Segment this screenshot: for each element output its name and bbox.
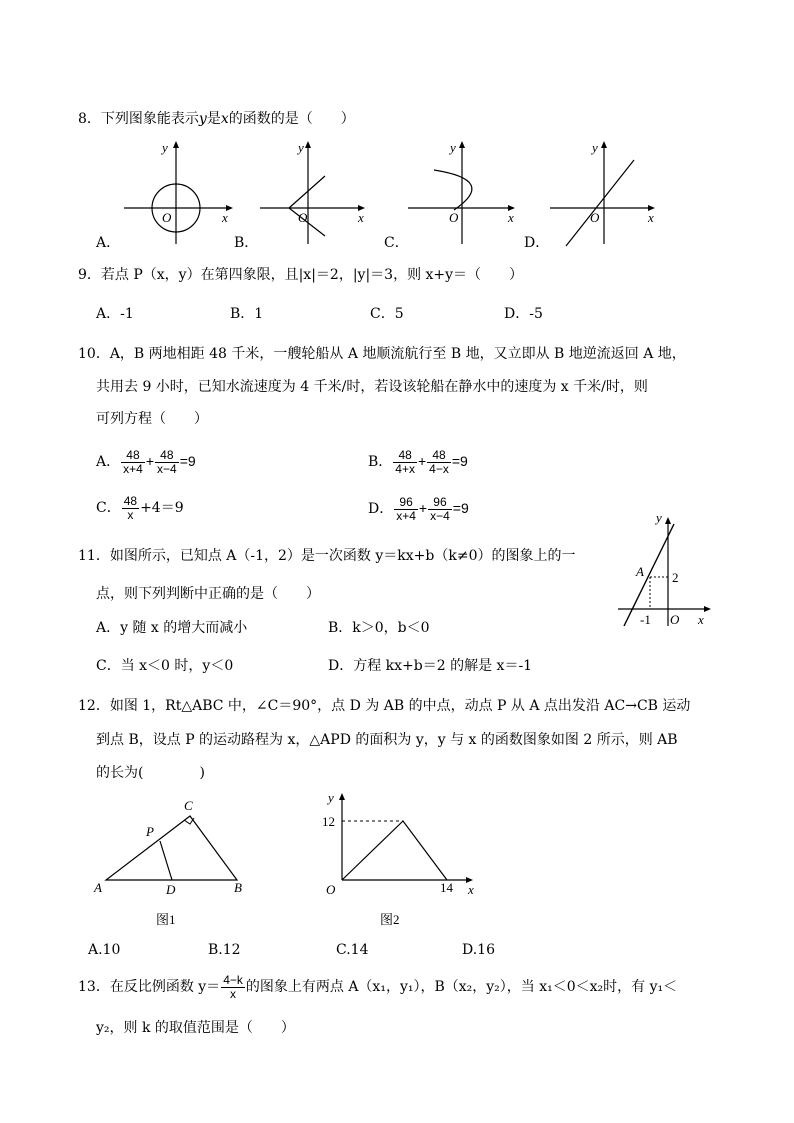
- q12-line-3: 的长为( ): [96, 765, 205, 781]
- q12-vertex-b: B: [234, 880, 242, 895]
- q10-line-2: 共用去 9 小时，已知水流速度为 4 千米/时，若设该轮船在静水中的速度为 x 千米/时，则: [96, 379, 648, 395]
- q12-fig2-x-label: x: [468, 882, 474, 897]
- q8c-y-label: y: [450, 140, 456, 155]
- q9-option-b: B．1: [230, 306, 264, 322]
- q11-option-d: D．方程 kx+b＝2 的解是 x＝-1: [328, 658, 533, 674]
- q12-figure-1: [92, 798, 262, 928]
- q9-option-c: C．5: [370, 306, 404, 322]
- q8-option-a: A．: [96, 235, 121, 251]
- q12-caption-2: 图2: [380, 912, 400, 927]
- q11-x-label: x: [698, 612, 704, 627]
- q12-option-b: B.12: [208, 942, 241, 958]
- q11-line-1: 11．如图所示，已知点 A（-1，2）是一次函数 y＝kx+b（k≠0）的图象上的一: [78, 548, 576, 564]
- q12-caption-1: 图1: [156, 912, 176, 927]
- q8b-y-label: y: [298, 140, 304, 155]
- q8-graph-b: [258, 140, 378, 250]
- q8-stem: 8．下列图象能表示y是x的函数的是（ ）: [78, 111, 355, 127]
- q9-option-a: A．-1: [96, 306, 134, 322]
- q11-tick-neg1: -1: [640, 612, 651, 627]
- q10-option-c: C． $\frac{48}{x}$ +4＝9: [96, 493, 184, 522]
- q8a-x-label: x: [222, 210, 228, 225]
- q9-option-d: D．-5: [504, 306, 543, 322]
- q12-fig2-tick-12: 12: [322, 814, 335, 829]
- q10-option-d: D． $\frac{96}{x+4}$ + $\frac{96}{x-4}$ =9: [368, 494, 469, 523]
- q12-line-1: 12．如图 1，Rt△ABC 中，∠C＝90°，点 D 为 AB 的中点，动点 P 从 A 点出发沿 AC→CB 运动: [78, 698, 691, 714]
- q12-figure-2: [316, 790, 486, 927]
- q11-option-c: C．当 x＜0 时，y＜0: [96, 658, 234, 674]
- q8a-origin: O: [162, 210, 172, 225]
- q8c-origin: O: [449, 210, 459, 225]
- q8d-y-label: y: [592, 140, 598, 155]
- q13-line-2: y₂，则 k 的取值范围是（ ）: [96, 1020, 295, 1036]
- q12-line-2: 到点 B，设点 P 的运动路程为 x，△APD 的面积为 y，y 与 x 的函数图象如图 2 所示，则 AB: [96, 732, 678, 748]
- q12-fig2-tick-14: 14: [440, 880, 453, 895]
- q11-line-2: 点，则下列判断中正确的是（ ）: [96, 586, 320, 602]
- q11-option-a: A．y 随 x 的增大而减小: [96, 620, 248, 636]
- q8-graph-c: [406, 140, 526, 250]
- q8a-y-label: y: [162, 140, 168, 155]
- q12-point-p: P: [146, 824, 154, 839]
- q11-figure: [612, 510, 712, 630]
- q13-line-1: 13．在反比例函数 y＝ $\frac{4-k}{x}$ 的图象上有两点 A（x₁，y₁），B（x₂，y₂），当 x₁＜0＜x₂时，有 y₁＜: [78, 972, 678, 1001]
- q10-line-1: 10．A，B 两地相距 48 千米，一艘轮船从 A 地顺流航行至 B 地，又立即从 B 地逆流返回 A 地，: [78, 346, 686, 362]
- q8-graph-a: [118, 140, 238, 250]
- q12-vertex-c: C: [184, 798, 193, 813]
- q8-graph-d: [548, 140, 668, 250]
- q12-option-d: D.16: [462, 942, 495, 958]
- q12-fig2-origin: O: [326, 882, 336, 897]
- q8d-x-label: x: [648, 210, 654, 225]
- q9-stem: 9．若点 P（x，y）在第四象限，且|x|＝2，|y|＝3，则 x+y＝（ ）: [78, 267, 524, 283]
- q11-y-label: y: [656, 510, 662, 525]
- q10-line-3: 可列方程（ ）: [96, 411, 208, 427]
- q8-option-d: D．: [524, 235, 550, 251]
- q8-option-c: C．: [384, 235, 409, 251]
- q8b-origin: O: [298, 210, 308, 225]
- q11-tick-2: 2: [672, 570, 679, 585]
- q8-option-b: B．: [234, 235, 259, 251]
- q12-vertex-a: A: [94, 880, 102, 895]
- q11-point-a: A: [636, 564, 644, 579]
- q8c-x-label: x: [508, 210, 514, 225]
- q10-option-b: B． $\frac{48}{4+x}$ + $\frac{48}{4-x}$ =9: [368, 447, 468, 476]
- q11-origin: O: [670, 612, 680, 627]
- q12-fig2-y-label: y: [328, 790, 334, 805]
- q8d-origin: O: [590, 210, 600, 225]
- q10-option-a: A． $\frac{48}{x+4}$ + $\frac{48}{x-4}$ =9: [96, 447, 196, 476]
- q8b-x-label: x: [358, 210, 364, 225]
- q12-option-a: A.10: [88, 942, 121, 958]
- q11-option-b: B．k＞0，b＜0: [328, 620, 430, 636]
- q12-point-d: D: [166, 882, 176, 897]
- q12-option-c: C.14: [336, 942, 369, 958]
